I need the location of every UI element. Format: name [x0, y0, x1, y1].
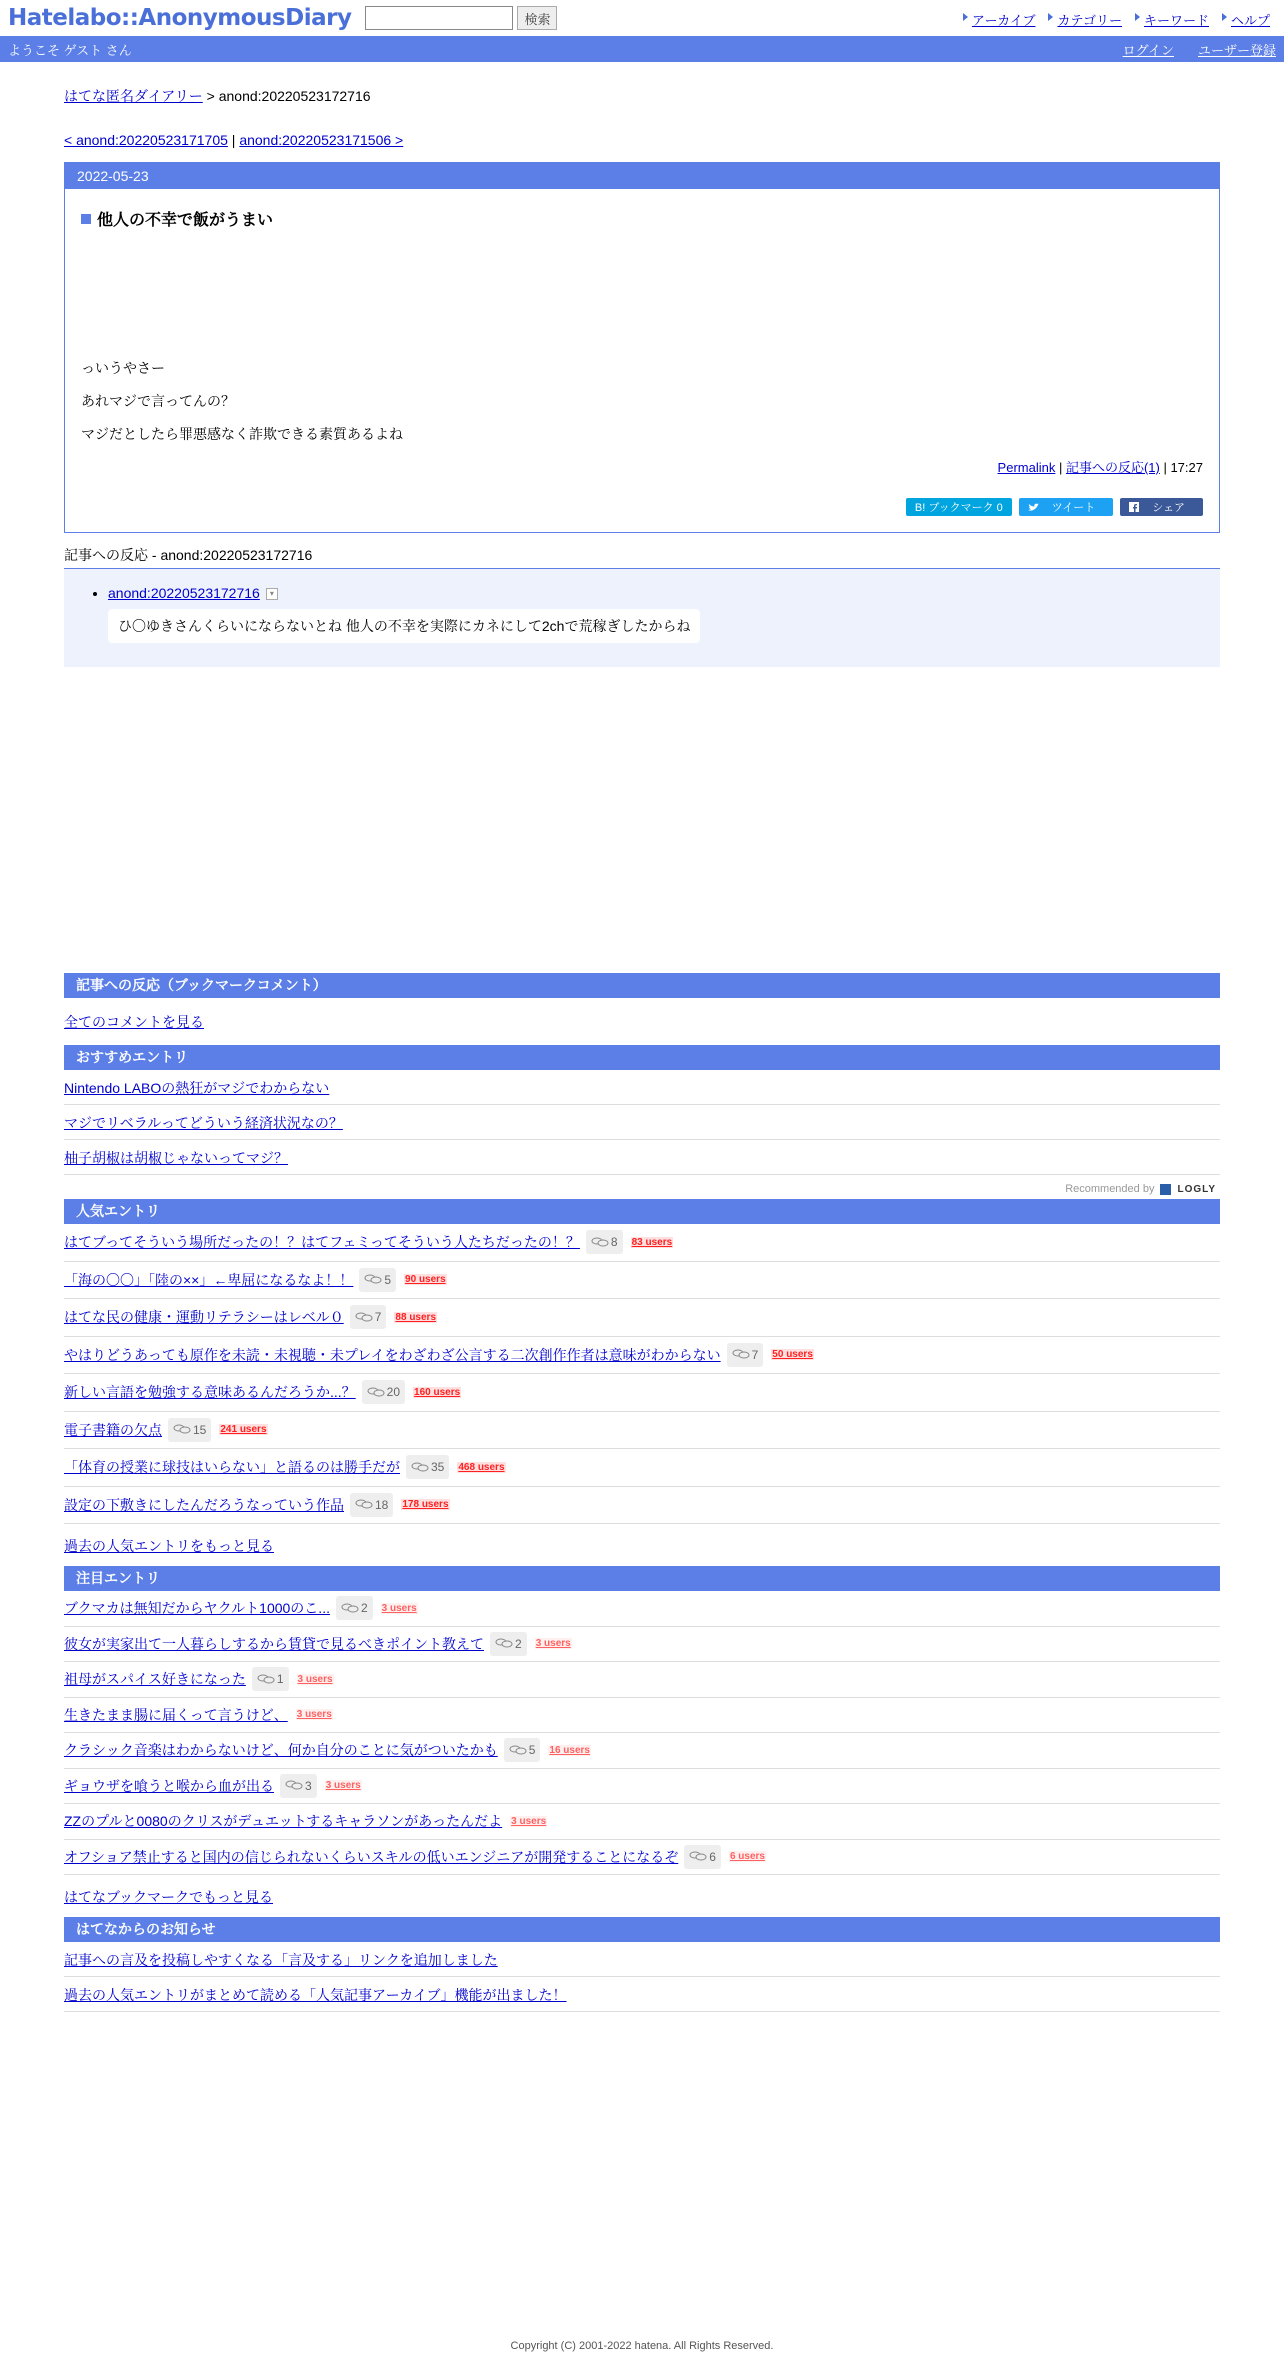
bookmark-users-badge[interactable]: 88 users [395, 1311, 437, 1323]
comment-count-value: 1 [276, 1672, 284, 1687]
comment-count-value: 5 [384, 1272, 392, 1287]
recommended-link[interactable]: 柚子胡椒は胡椒じゃないってマジ？ [64, 1150, 288, 1166]
entry-link[interactable]: ZZのプルと0080のクリスがデュエットするキャラソンがあったんだよ [64, 1813, 503, 1830]
entry-row [64, 1412, 1220, 1450]
nav-category-link[interactable]: カテゴリー [1047, 10, 1121, 29]
list-item [64, 1942, 1220, 1977]
news-link[interactable]: 過去の人気エントリがまとめて読める「人気記事アーカイブ」機能が出ました！ [64, 1987, 567, 2003]
comment-icon [495, 1638, 513, 1649]
register-link[interactable]: ユーザー登録 [1197, 42, 1276, 58]
comment-count-value: 6 [709, 1849, 716, 1864]
bookmark-users-badge[interactable]: 241 users [220, 1424, 267, 1436]
entry-link[interactable]: 電子書籍の欠点 [64, 1421, 162, 1438]
search-button[interactable]: 検索 [517, 6, 557, 30]
comment-count[interactable] [336, 1596, 373, 1620]
bookmark-comments-heading: 記事への反応（ブックマークコメント） [64, 973, 1220, 998]
comment-icon [285, 1780, 303, 1791]
comment-icon [257, 1674, 275, 1685]
entry-row [64, 1804, 1220, 1840]
news-heading: はてなからのお知らせ [64, 1917, 1220, 1942]
main-content [64, 86, 1220, 2012]
entry-link[interactable]: ギョウザを喰うと喉から血が出る [64, 1777, 274, 1794]
breadcrumb [64, 86, 1220, 106]
facebook-share-label: シェア [1152, 502, 1185, 514]
recommended-by-text: Recommended by [1065, 1183, 1155, 1195]
entry-row [64, 1840, 1220, 1876]
login-link[interactable]: ログイン [1122, 42, 1174, 58]
bookmark-users-badge[interactable]: 178 users [402, 1499, 449, 1511]
comment-count[interactable] [504, 1738, 541, 1762]
search-input[interactable] [365, 6, 513, 30]
top-bar [0, 0, 1284, 36]
entry-link[interactable]: やはりどうあっても原作を未読・未視聴・未プレイをわざわざ公言する二次創作作者は意味がわからない [64, 1346, 721, 1363]
site-logo[interactable]: Hatelabo::AnonymousDiary [8, 5, 352, 31]
hot-more-link[interactable]: はてなブックマークでもっと見る [64, 1889, 274, 1905]
bookmark-users-badge[interactable]: 3 users [381, 1602, 417, 1614]
comment-count[interactable] [359, 1268, 396, 1292]
list-item [64, 1977, 1220, 2012]
entry-link[interactable]: オフショア禁止すると国内の信じられないくらいスキルの低いエンジニアが開発することになるぞ [64, 1848, 679, 1865]
entry-row [64, 1337, 1220, 1375]
entry-row [64, 1627, 1220, 1663]
entry-row [64, 1449, 1220, 1487]
entry-title-text: 他人の不幸で飯がうまい [97, 212, 274, 229]
entry-row [64, 1662, 1220, 1698]
comment-count[interactable] [406, 1455, 449, 1479]
popular-more-link[interactable]: 過去の人気エントリをもっと見る [64, 1538, 274, 1554]
entry-link[interactable]: 生きたまま腸に届くって言うけど、 [64, 1706, 288, 1723]
comment-icon [355, 1499, 373, 1510]
entry-meta: Permalink | 記事への反応(1) | 17:27 [997, 460, 1203, 475]
entry-link[interactable]: 新しい言語を勉強する意味あるんだろうか...？ [64, 1384, 356, 1401]
nav-archive-link[interactable]: アーカイブ [962, 10, 1036, 29]
entry-link[interactable]: 祖母がスパイス好きになった [64, 1671, 246, 1688]
entry-row [64, 1299, 1220, 1337]
footer-copyright: Copyright (C) 2001-2022 hatena. All Rights Reserved. [510, 2340, 774, 2352]
reactions-list [64, 569, 1220, 667]
comment-icon [732, 1349, 750, 1360]
comment-icon [689, 1851, 707, 1862]
entry-link[interactable]: クラシック音楽はわからないけど、何か自分のことに気がついたかも [64, 1742, 498, 1759]
breadcrumb-separator: > [202, 88, 219, 104]
comment-icon [355, 1312, 373, 1323]
entry-link[interactable]: はてな民の健康・運動リテラシーはレベル０ [64, 1309, 344, 1326]
news-link[interactable]: 記事への言及を投稿しやすくなる「言及する」リンクを追加しました [64, 1952, 498, 1968]
comment-count-value: 8 [610, 1235, 618, 1250]
entry-permalink-icon[interactable] [81, 214, 91, 224]
entry-link[interactable]: ブクマカは無知だからヤクルト1000のこ... [64, 1600, 330, 1617]
comment-count[interactable] [252, 1667, 289, 1691]
reaction-link[interactable]: anond:20220523172716 [108, 585, 260, 601]
entry-link[interactable]: 「体育の授業に球技はいらない」と語るのは勝手だが [64, 1459, 400, 1476]
recommended-by [64, 1175, 1220, 1199]
recommended-link[interactable]: マジでリベラルってどういう経済状況なの？ [64, 1115, 343, 1131]
expand-toggle-icon[interactable]: ▾ [266, 588, 278, 600]
popular-heading: 人気エントリ [64, 1199, 1220, 1224]
comment-count-value: 20 [386, 1385, 401, 1400]
comment-count[interactable] [280, 1774, 317, 1798]
list-item [64, 1140, 1220, 1175]
share-buttons [81, 498, 1203, 516]
facebook-icon [1129, 502, 1139, 512]
bookmark-users-badge[interactable]: 3 users [297, 1673, 333, 1685]
comment-icon [411, 1462, 429, 1473]
popular-list [64, 1224, 1220, 1524]
bookmark-users-badge[interactable]: 83 users [631, 1236, 673, 1248]
comment-icon [509, 1745, 527, 1756]
comment-icon [367, 1387, 385, 1398]
entry-row [64, 1487, 1220, 1525]
all-comments-row [64, 998, 1220, 1045]
entry-time: 17:27 [1170, 460, 1203, 475]
entry-title [81, 207, 1203, 230]
welcome-text: ようこそ ゲスト さん [8, 42, 132, 58]
top-nav [962, 10, 1270, 29]
comment-count-value: 18 [375, 1497, 389, 1512]
hot-list [64, 1591, 1220, 1875]
comment-count[interactable] [586, 1230, 623, 1254]
search-form [365, 6, 557, 30]
ad-space [64, 667, 1220, 973]
entry-row [64, 1374, 1220, 1412]
reactions-heading: 記事への反応 - anond:20220523172716 [64, 545, 1220, 569]
bookmark-users-badge[interactable]: 50 users [772, 1349, 813, 1361]
reactions-link[interactable]: 記事への反応(1) [1065, 460, 1160, 475]
comment-count[interactable] [362, 1380, 405, 1404]
pager-separator: | [227, 132, 240, 148]
comment-icon [364, 1274, 382, 1285]
user-bar [0, 36, 1284, 62]
bookmark-users-badge[interactable]: 160 users [414, 1386, 461, 1398]
entry-line: っいうやさー [81, 360, 165, 376]
entry-link[interactable]: 設定の下敷きにしたんだろうなっていう作品 [64, 1496, 344, 1513]
tweet-label: ツイート [1051, 502, 1096, 514]
bookmark-users-badge[interactable]: 6 users [729, 1851, 765, 1863]
comment-count-value: 15 [193, 1422, 207, 1437]
recommended-link[interactable]: Nintendo LABOの熱狂がマジでわからない [64, 1080, 330, 1096]
entry-row [64, 1591, 1220, 1627]
comment-count[interactable] [350, 1305, 387, 1329]
comment-icon [173, 1424, 191, 1435]
entry-line: マジだとしたら罪悪感なく詐欺できる素質あるよね [81, 426, 403, 442]
entry-row [64, 1262, 1220, 1300]
popular-more-row [64, 1524, 1220, 1566]
reaction-item [108, 585, 1220, 643]
list-item [64, 1070, 1220, 1105]
bookmark-users-badge[interactable]: 16 users [549, 1744, 590, 1756]
breadcrumb-home-link[interactable]: はてな匿名ダイアリー [64, 88, 203, 104]
comment-count-value: 2 [360, 1601, 368, 1616]
logly-logo-text[interactable]: LOGLY [1177, 1183, 1216, 1195]
entry-link[interactable]: はてブってそういう場所だったの！？はてフェミってそういう人たちだったの！？ [64, 1234, 580, 1251]
comment-icon [591, 1237, 609, 1248]
comment-count[interactable] [490, 1632, 527, 1656]
tweet-button[interactable] [1019, 498, 1113, 516]
bookmark-users-badge[interactable]: 3 users [325, 1780, 361, 1792]
bookmark-users-badge[interactable]: 90 users [405, 1274, 446, 1286]
entry-date: 2022-05-23 [65, 163, 1219, 189]
entry-body [81, 358, 1203, 444]
entry-line: あれマジで言ってんの？ [81, 393, 235, 409]
bookmark-users-badge[interactable]: 3 users [511, 1815, 547, 1827]
list-item [64, 1105, 1220, 1140]
logly-logo-icon [1160, 1184, 1171, 1195]
comment-count-value: 2 [515, 1636, 522, 1651]
prev-entry-link[interactable]: < anond:20220523171705 [64, 132, 228, 148]
hot-more-row [64, 1875, 1220, 1917]
comment-count[interactable] [727, 1343, 764, 1367]
comment-count-value: 3 [305, 1778, 312, 1793]
permalink-link[interactable]: Permalink [997, 460, 1056, 475]
comment-icon [341, 1603, 359, 1614]
comment-count[interactable] [350, 1493, 393, 1517]
hot-heading: 注目エントリ [64, 1566, 1220, 1591]
recommended-heading: おすすめエントリ [64, 1045, 1220, 1070]
breadcrumb-current: anond:20220523172716 [218, 88, 371, 104]
entry-link[interactable]: 「海の〇〇」「陸の××」←卑屈になるなよ！！ [64, 1271, 354, 1288]
comment-count-value: 7 [751, 1347, 759, 1362]
reaction-text: ひ〇ゆきさんくらいにならないとね 他人の不幸を実際にカネにして2chで荒稼ぎしたからね [108, 609, 700, 643]
hatena-bookmark-button[interactable]: B! ブックマーク 0 [906, 498, 1012, 516]
bookmark-users-badge[interactable]: 3 users [535, 1638, 571, 1650]
entry-row [64, 1698, 1220, 1734]
comment-count-value: 5 [528, 1743, 536, 1758]
bookmark-users-badge[interactable]: 3 users [296, 1709, 332, 1721]
diary-entry [64, 162, 1220, 533]
nav-keyword-link[interactable]: キーワード [1134, 10, 1209, 29]
facebook-share-button[interactable] [1120, 498, 1203, 516]
twitter-icon [1028, 503, 1039, 512]
all-comments-link[interactable]: 全てのコメントを見る [64, 1014, 204, 1030]
entry-row [64, 1224, 1220, 1262]
next-entry-link[interactable]: anond:20220523171506 > [239, 132, 404, 148]
comment-count[interactable] [684, 1845, 721, 1869]
entry-row [64, 1769, 1220, 1805]
bookmark-users-badge[interactable]: 468 users [458, 1461, 505, 1473]
comment-count[interactable] [168, 1418, 211, 1442]
nav-help-link[interactable]: ヘルプ [1221, 10, 1270, 29]
comment-count-value: 35 [431, 1460, 445, 1475]
entry-link[interactable]: 彼女が実家出て一人暮らしするから賃貸で見るべきポイント教えて [64, 1635, 484, 1652]
comment-count-value: 7 [374, 1310, 382, 1325]
entry-pager [64, 132, 1220, 148]
entry-row [64, 1733, 1220, 1769]
